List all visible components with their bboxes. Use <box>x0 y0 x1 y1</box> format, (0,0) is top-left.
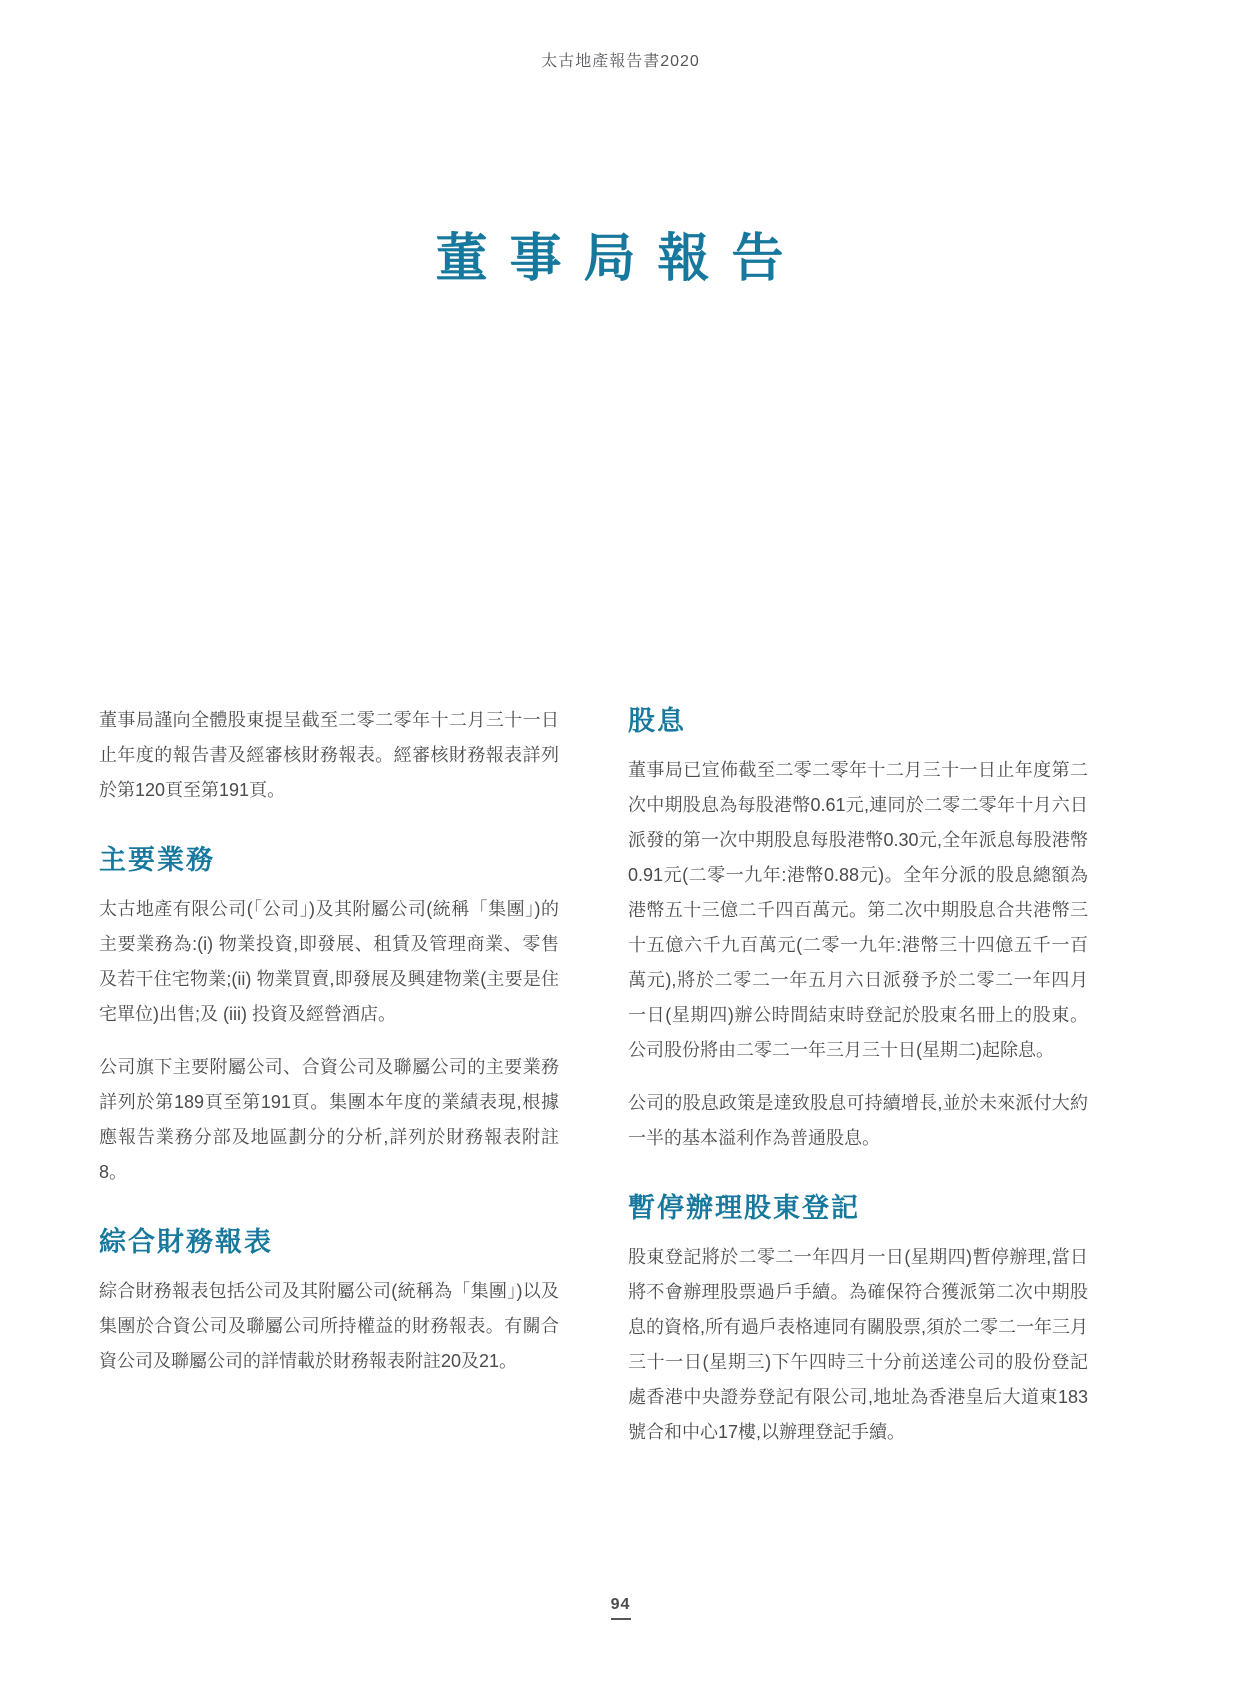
intro-paragraph: 董事局謹向全體股東提呈截至二零二零年十二月三十一日止年度的報告書及經審核財務報表。經審核財務報表詳列於第120頁至第191頁。 <box>99 710 559 800</box>
section-heading-dividends: 股息 <box>628 706 686 736</box>
document-header <box>0 48 1241 71</box>
section-heading-principal-activities: 主要業務 <box>99 845 215 875</box>
principal-activities-paragraph-1: 太古地產有限公司(「公司」)及其附屬公司(統稱「集團」)的主要業務為:(i) 物業投資,即發展、租賃及管理商業、零售及若干住宅物業;(ii) 物業買賣,即發展及興建物業(主要是住宅單位)出售;及 (iii) 投資及經營酒店。 <box>99 899 559 1024</box>
content-columns <box>99 703 1088 1450</box>
consolidated-financial-statements-paragraph: 綜合財務報表包括公司及其附屬公司(統稱為「集團」)以及集團於合資公司及聯屬公司所持權益的財務報表。有關合資公司及聯屬公司的詳情載於財務報表附註20及21。 <box>99 1281 559 1371</box>
left-column <box>99 703 559 1379</box>
document-footer <box>0 1596 1241 1620</box>
section-heading-consolidated-financial-statements: 綜合財務報表 <box>99 1227 273 1257</box>
right-column <box>628 703 1088 1450</box>
principal-activities-paragraph-2: 公司旗下主要附屬公司、合資公司及聯屬公司的主要業務詳列於第189頁至第191頁。集團本年度的業績表現,根據應報告業務分部及地區劃分的分析,詳列於財務報表附註8。 <box>99 1057 559 1182</box>
section-heading-closure-of-register: 暫停辦理股東登記 <box>628 1193 860 1223</box>
dividends-paragraph-2: 公司的股息政策是達致股息可持續增長,並於未來派付大約一半的基本溢利作為普通股息。 <box>628 1093 1088 1148</box>
closure-of-register-paragraph: 股東登記將於二零二一年四月一日(星期四)暫停辦理,當日將不會辦理股票過戶手續。為確保符合獲派第二次中期股息的資格,所有過戶表格連同有關股票,須於二零二一年三月三十一日(星期三)下午四時三十分前送達公司的股份登記處香港中央證券登記有限公司,地址為香港皇后大道東183號合和中心17樓,以辦理登記手續。 <box>628 1247 1088 1442</box>
dividends-paragraph-1: 董事局已宣佈截至二零二零年十二月三十一日止年度第二次中期股息為每股港幣0.61元,連同於二零二零年十月六日派發的第一次中期股息每股港幣0.30元,全年派息每股港幣0.91元(二零一九年:港幣0.88元)。全年分派的股息總額為港幣五十三億二千四百萬元。第二次中期股息合共港幣三十五億六千九百萬元(二零一九年:港幣三十四億五千一百萬元),將於二零二一年五月六日派發予於二零二一年四月一日(星期四)辦公時間結束時登記於股東名冊上的股東。公司股份將由二零二一年三月三十日(星期二)起除息。 <box>628 760 1088 1060</box>
page-title: 董事局報告 <box>435 230 806 288</box>
page-number: 94 <box>610 1596 631 1613</box>
page-number-underline <box>611 1618 631 1620</box>
document-title: 太古地產報告書2020 <box>541 53 700 70</box>
